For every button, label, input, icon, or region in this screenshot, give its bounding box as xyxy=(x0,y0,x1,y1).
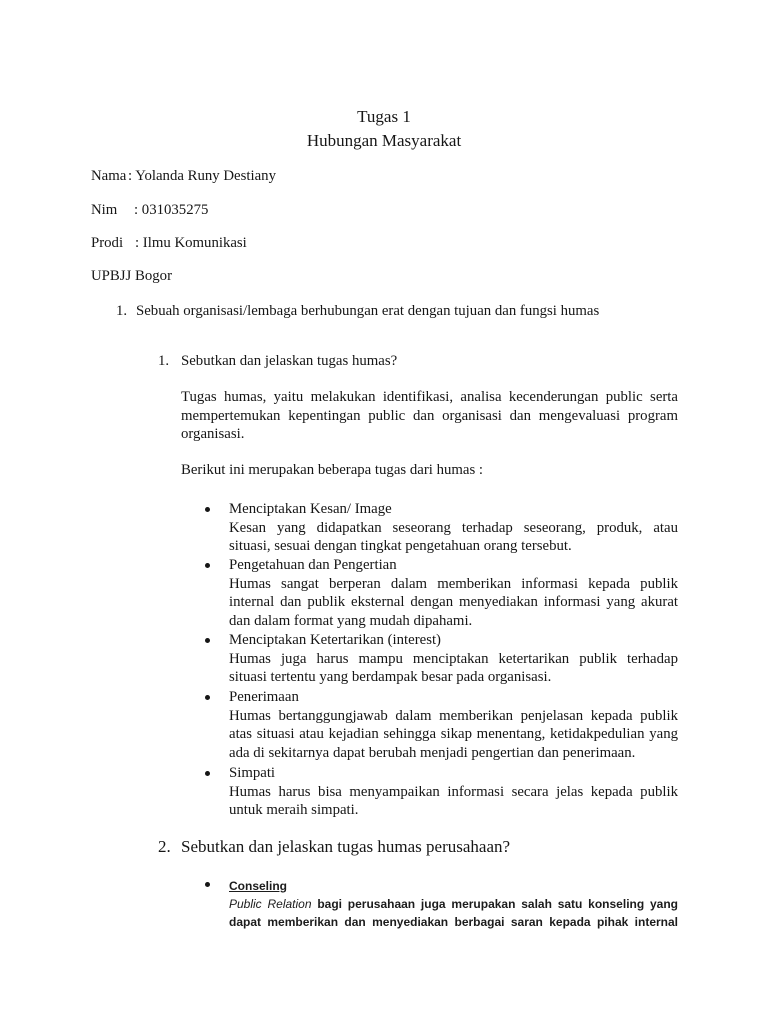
task-item xyxy=(229,631,678,687)
task-item xyxy=(229,688,678,762)
task-title: Penerimaan xyxy=(229,689,299,705)
question-1-text: Sebuah organisasi/lembaga berhubungan erat dengan tujuan dan fungsi humas xyxy=(136,303,600,319)
sub-question-1-text: Sebutkan dan jelaskan tugas humas? xyxy=(181,353,398,369)
task-line: Kesan yang didapatkan seseorang terhadap seseorang, produk, atau xyxy=(229,519,678,536)
question-1-number: 1. xyxy=(116,303,128,319)
task-line: Humas harus bisa menyampaikan informasi secara jelas kepada publik xyxy=(229,783,678,800)
answer-1-paragraph xyxy=(181,388,678,444)
page-title: Tugas 1 xyxy=(357,107,411,126)
identity-name-label: Nama xyxy=(91,168,127,184)
page-subtitle: Hubungan Masyarakat xyxy=(306,131,462,150)
question-2-text: Sebutkan dan jelaskan tugas humas perusahaan? xyxy=(181,837,511,856)
bullet-icon xyxy=(205,507,210,512)
bullet-icon xyxy=(205,882,210,887)
task-line: atas situasi atau kejadian sehingga sikap menentang, ketidakpedulian yang xyxy=(229,726,678,742)
task-item xyxy=(229,556,678,630)
answer-1-intro: Berikut ini merupakan beberapa tugas dari humas : xyxy=(181,462,484,478)
sub-question-1-number: 1. xyxy=(158,353,170,369)
identity-nim-label: Nim xyxy=(91,202,118,218)
bullet-icon xyxy=(205,695,210,700)
task-line: ada di sekitarnya dapat berubah menjadi pengertian dan penerimaan. xyxy=(229,744,636,761)
task-line: Humas bertanggungjawab dalam memberikan penjelasan kepada publik xyxy=(229,707,678,724)
conseling-line xyxy=(229,895,678,913)
conseling-line-rest: bagi perusahaan juga merupakan salah satu konseling yang xyxy=(311,897,678,911)
bullet-icon xyxy=(205,638,210,643)
task-line: situasi, sesuai dengan tingkat pengetahuan orang tersebut. xyxy=(229,538,572,554)
task-title: Menciptakan Kesan/ Image xyxy=(229,501,392,517)
task-line: Humas juga harus mampu menciptakan ketertarikan publik terhadap xyxy=(229,650,678,667)
conseling-line: dapat memberikan dan menyediakan berbagai saran kepada pihak internal xyxy=(229,915,678,929)
bullet-icon xyxy=(205,771,210,776)
identity-nim-value: : 031035275 xyxy=(134,202,209,218)
task-line: Humas sangat berperan dalam memberikan informasi kepada publik xyxy=(229,575,678,592)
identity-prodi-label: Prodi xyxy=(91,235,124,251)
task-item xyxy=(229,764,678,820)
task-title: Menciptakan Ketertarikan (interest) xyxy=(229,632,441,648)
task-line: dan dalam format yang mudah dipahami. xyxy=(229,612,473,629)
task-line: internal dan publik eksternal dengan menyediakan informasi yang akurat xyxy=(229,594,678,610)
question-2-number: 2. xyxy=(158,837,171,856)
paragraph-line: Tugas humas, yaitu melakukan identifikasi, analisa kecenderungan public serta xyxy=(181,389,678,405)
bullet-icon xyxy=(205,563,210,568)
conseling-title: Conseling xyxy=(229,879,288,893)
paragraph-line: organisasi. xyxy=(181,426,245,442)
task-line: untuk meraih simpati. xyxy=(229,802,359,818)
conseling-line-italic: Public Relation xyxy=(229,897,312,911)
task-title: Pengetahuan dan Pengertian xyxy=(229,557,397,573)
task-title: Simpati xyxy=(229,765,276,781)
task-line: situasi tertentu yang berdampak besar pada organisasi. xyxy=(229,669,552,685)
institution: UPBJJ Bogor xyxy=(91,268,172,284)
identity-name-value: : Yolanda Runy Destiany xyxy=(128,168,276,184)
conseling-item xyxy=(229,877,678,931)
identity-prodi-value: : Ilmu Komunikasi xyxy=(135,235,247,251)
task-item xyxy=(229,500,678,556)
paragraph-line: mempertemukan kepentingan public dan organisasi dan mengevaluasi program xyxy=(181,407,678,424)
